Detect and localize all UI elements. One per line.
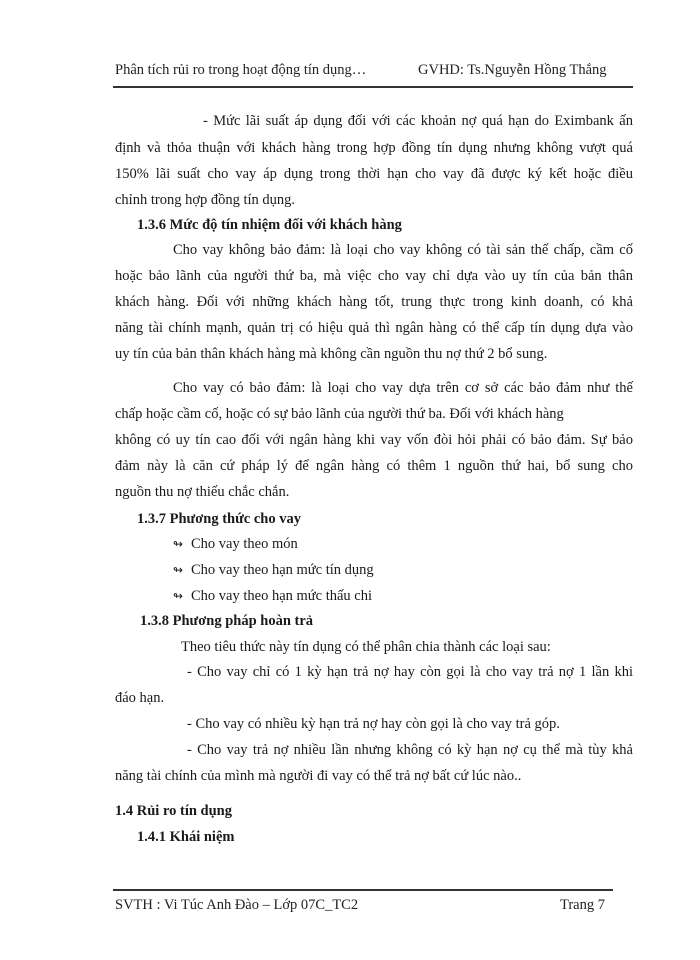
curved-arrow-icon: ↬ [173,563,184,577]
paragraph-line: Cho vay không bảo đảm: là loại cho vay không có tài sản thế chấp, cầm cố [173,242,633,258]
paragraph-line: năng tài chính mạnh, quản trị có hiệu quả thì ngân hàng có thể cấp tín dụng dựa vào [115,320,633,336]
curved-arrow-icon: ↬ [173,589,184,603]
paragraph-line: đáo hạn. [115,690,165,706]
header-advisor: GVHD: Ts.Nguyễn Hồng Thắng [418,62,607,78]
paragraph-line: uy tín của bản thân khách hàng mà không cần nguồn thu nợ thứ 2 bổ sung. [115,346,548,362]
footer-author: SVTH : Vi Túc Anh Đào – Lớp 07C_TC2 [115,897,359,913]
header-rule [113,86,633,88]
paragraph-line: chấp hoặc cầm cố, hoặc có sự bảo lãnh của người thứ ba. Đối với khách hàng [115,406,564,422]
list-item: ↬ Cho vay theo hạn mức tín dụng [173,562,374,578]
header-title: Phân tích rủi ro trong hoạt động tín dụng… [115,62,367,78]
paragraph-line: đảm này là căn cứ pháp lý để ngân hàng có thêm 1 nguồn thứ hai, bổ sung cho [115,458,633,474]
paragraph-line: hoặc bảo lãnh của người thứ ba, mà việc cho vay chỉ dựa vào uy tín của bản thân [115,268,633,284]
section-heading-1-4: 1.4 Rủi ro tín dụng [115,803,232,819]
paragraph-line: - Cho vay chỉ có 1 kỳ hạn trả nợ hay còn gọi là cho vay trả nợ 1 lần khi [187,664,633,680]
paragraph-line: khách hàng. Đối với những khách hàng tốt, trung thực trong kinh doanh, có khả [115,294,633,310]
paragraph-line: định và thỏa thuận với khách hàng trong hợp đồng tín dụng nhưng không vượt quá [115,140,633,156]
list-item: ↬ Cho vay theo hạn mức thấu chi [173,588,373,604]
section-heading-1-3-7: 1.3.7 Phương thức cho vay [137,511,301,527]
page-number: Trang 7 [560,897,605,913]
paragraph-line: nguồn thu nợ thiếu chắc chắn. [115,484,290,500]
paragraph-line: - Mức lãi suất áp dụng đối với các khoản nợ quá hạn do Eximbank ấn [203,113,633,129]
curved-arrow-icon: ↬ [173,537,184,551]
paragraph-line: không có uy tín cao đối với ngân hàng khi vay vốn đòi hỏi phải có bảo đảm. Sự bảo [115,432,633,448]
section-heading-1-3-6: 1.3.6 Mức độ tín nhiệm đối với khách hàng [137,217,402,233]
paragraph-line: chỉnh trong hợp đồng tín dụng. [115,192,296,208]
paragraph-line: - Cho vay trả nợ nhiều lần nhưng không có kỳ hạn nợ cụ thể mà tùy khả [187,742,633,758]
paragraph-line: 150% lãi suất cho vay áp dụng trong thời hạn cho vay đã được ký kết hoặc điều [115,166,633,182]
paragraph-line: Cho vay có bảo đảm: là loại cho vay dựa trên cơ sở các bảo đảm như thế [173,380,633,396]
section-heading-1-3-8: 1.3.8 Phương pháp hoàn trả [140,613,314,629]
paragraph-line: - Cho vay có nhiều kỳ hạn trả nợ hay còn gọi là cho vay trả góp. [187,716,560,732]
paragraph-line: năng tài chính của mình mà người đi vay có thể trả nợ bất cứ lúc nào.. [115,768,522,784]
paragraph-line: Theo tiêu thức này tín dụng có thể phân chia thành các loại sau: [181,639,551,655]
footer-rule [113,889,613,891]
section-heading-1-4-1: 1.4.1 Khái niệm [137,829,235,845]
list-item: ↬ Cho vay theo món [173,536,298,552]
